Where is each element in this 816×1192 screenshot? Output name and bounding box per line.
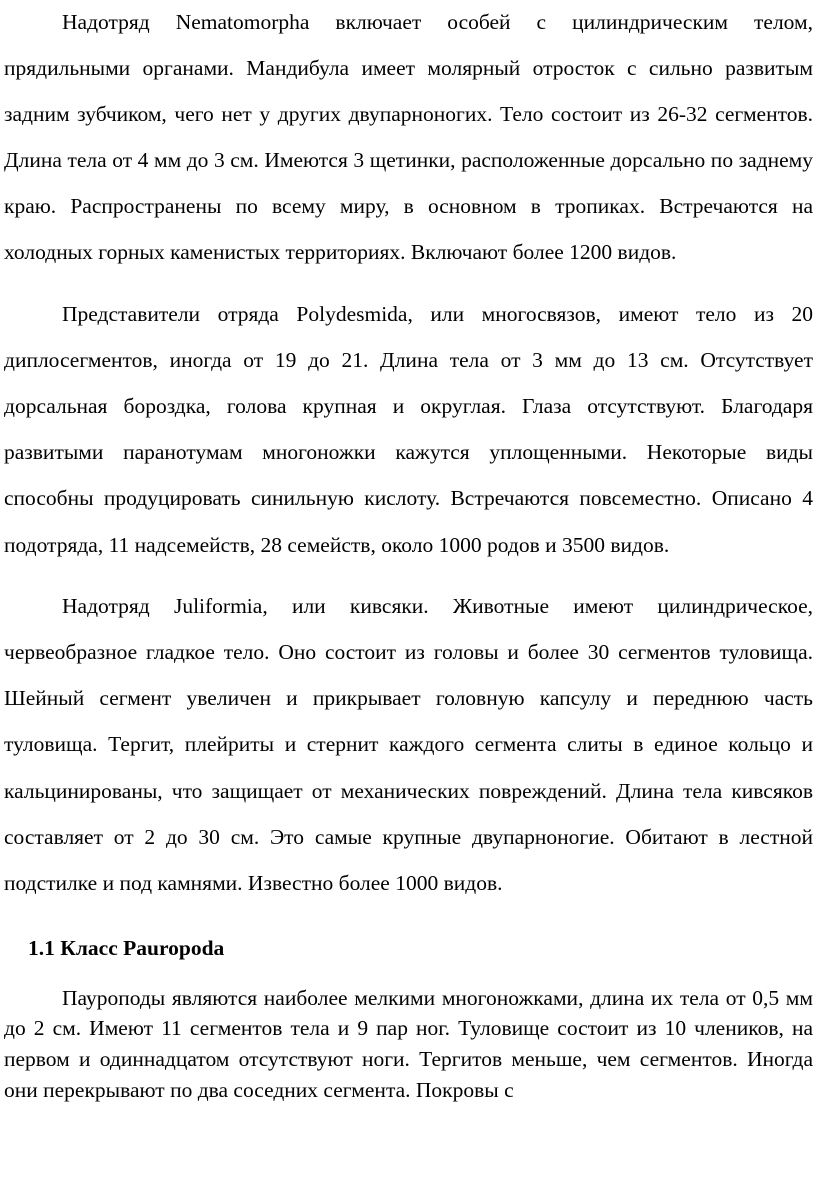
paragraph-juliformia: Надотряд Juliformia, или кивсяки. Животные имеют цилиндрическое, червеобразное гладкое тело. Оно состоит из головы и более 30 сегментов туловища. Шейный сегмент увеличен и прикрывает головную капсулу и переднюю часть туловища. Тергит, плейриты и стернит каждого сегмента слиты в единое кольцо и кальцинированы, что защищает от механических повреждений. Длина тела кивсяков составляет от 2 до 30 см. Это самые крупные двупарноногие. Обитают в лестной подстилке и под камнями. Известно более 1000 видов.: [4, 594, 813, 895]
section-heading: 1.1 Класс Pauropoda: [28, 935, 225, 960]
paragraph-polydesmida: Представители отряда Polydesmida, или многосвязов, имеют тело из 20 диплосегментов, иногда от 19 до 21. Длина тела от 3 мм до 13 см. Отсутствует дорсальная бороздка, голова крупная и округлая. Глаза отсутствуют. Благодаря развитыми паранотумам многоножки кажутся уплощенными. Некоторые виды способны продуцировать синильную кислоту. Встречаются повсеместно. Описано 4 подотряда, 11 надсемейств, 28 семейств, около 1000 родов и 3500 видов.: [4, 302, 813, 557]
paragraph-nematomorpha: Надотряд Nematomorpha включает особей с цилиндрическим телом, прядильными органами. Мандибула имеет молярный отросток с сильно развитым задним зубчиком, чего нет у других двупарноногих. Тело состоит из 26-32 сегментов. Длина тела от 4 мм до 3 см. Имеются 3 щетинки, расположенные дорсально по заднему краю. Распространены по всему миру, в основном в тропиках. Встречаются на холодных горных каменистых территориях. Включают более 1200 видов.: [4, 10, 813, 265]
paragraph-pauropoda: Пауроподы являются наиболее мелкими многоножками, длина их тела от 0,5 мм до 2 см. Имеют 11 сегментов тела и 9 пар ног. Туловище состоит из 10 члеников, на первом и одиннадцатом отсутствуют ноги. Тергитов меньше, чем сегментов. Иногда они перекрывают по два соседних сегмента. Покровы с: [4, 985, 813, 1102]
